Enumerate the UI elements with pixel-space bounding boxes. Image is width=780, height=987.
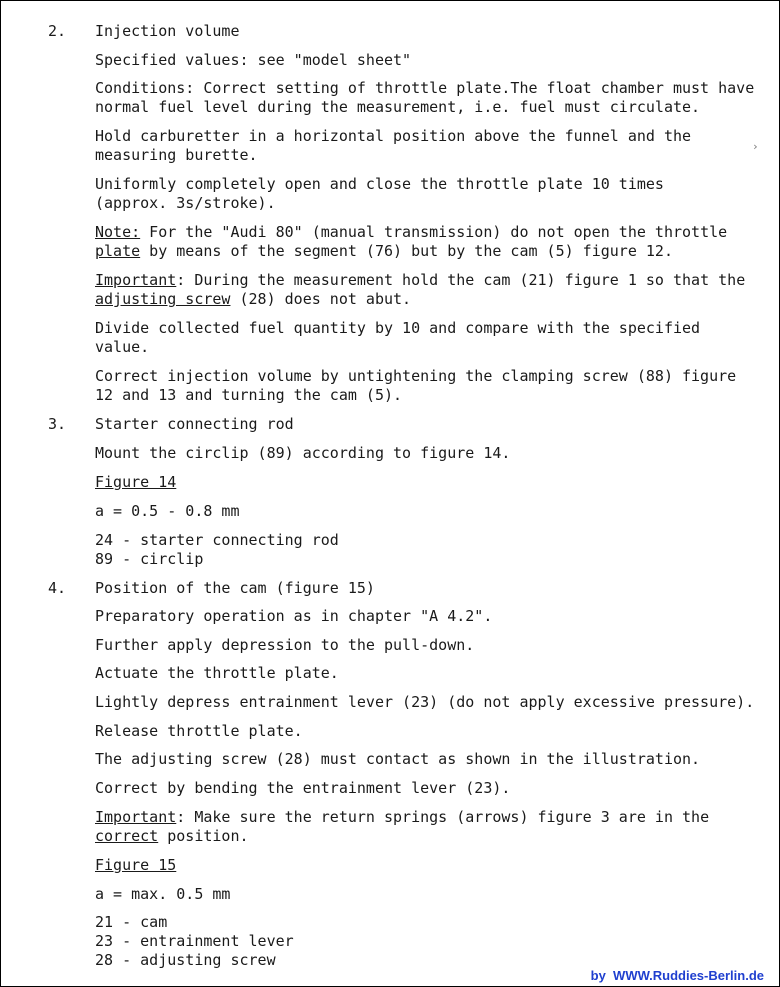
hold-carburetter-line-2: measuring burette. [95,146,258,164]
figure-14-legend-89: 89 - circlip [95,550,204,568]
actuate-text: Actuate the throttle plate. [95,664,339,682]
note-line-1 [95,223,727,242]
section-4-title: Position of the cam (figure 15) [95,579,375,597]
section-2-number: 2. [48,22,67,40]
depression-text: Further apply depression to the pull-down. [95,636,475,654]
important-label: Important [95,271,177,289]
section-2-title: Injection volume [95,22,240,40]
figure-15-dimension: a = max. 0.5 mm [95,885,231,903]
figure-14-label: Figure 14 [95,473,177,491]
section-3-title: Starter connecting rod [95,415,294,433]
important-4-text-2: position. [158,827,249,845]
section-3-number: 3. [48,415,67,433]
uniformly-line-1: Uniformly completely open and close the throttle plate 10 times [95,175,664,193]
correct-injection-line-1: Correct injection volume by untightening the clamping screw (88) figure [95,367,737,385]
figure-15-label: Figure 15 [95,856,177,874]
lightly-depress-text: Lightly depress entrainment lever (23) (do not apply excessive pressure). [95,693,755,711]
website-credit-link[interactable]: by WWW.Ruddies-Berlin.de [590,968,764,983]
correct-injection-line-2: 12 and 13 and turning the cam (5). [95,386,403,404]
important-adjusting-underlined: adjusting screw [95,290,231,308]
release-text: Release throttle plate. [95,722,303,740]
note-line-2 [95,242,673,261]
important-line-2 [95,290,411,309]
important-4-line-1 [95,808,709,827]
uniformly-line-2: (approx. 3s/stroke). [95,194,276,212]
correct-bending-text: Correct by bending the entrainment lever (23). [95,779,511,797]
figure-15-legend-21: 21 - cam [95,913,168,931]
important-4-text-1: : Make sure the return springs (arrows) figure 3 are in the [176,808,710,826]
figure-14-legend-24: 24 - starter connecting rod [95,531,339,549]
important-text-2: (28) does not abut. [230,290,412,308]
conditions-line-2: normal fuel level during the measurement, i.e. fuel must circulate. [95,98,701,116]
adjusting-screw-text: The adjusting screw (28) must contact as shown in the illustration. [95,750,701,768]
figure-15-legend-28: 28 - adjusting screw [95,951,276,969]
important-text-1: : During the measurement hold the cam (21) figure 1 so that the [176,271,746,289]
note-text-2: by means of the segment (76) but by the cam (5) figure 12. [140,242,673,260]
mount-circlip-text: Mount the circlip (89) according to figure 14. [95,444,511,462]
important-4-label: Important [95,808,177,826]
important-line-1 [95,271,745,290]
divide-line-2: value. [95,338,150,356]
conditions-line-1: Conditions: Correct setting of throttle plate.The float chamber must have [95,79,755,97]
preparatory-text: Preparatory operation as in chapter "A 4.2". [95,607,493,625]
hold-carburetter-line-1: Hold carburetter in a horizontal position above the funnel and the [95,127,692,145]
divide-line-1: Divide collected fuel quantity by 10 and compare with the specified [95,319,701,337]
section-4-number: 4. [48,579,67,597]
note-plate-underlined: plate [95,242,141,260]
important-4-correct-underlined: correct [95,827,159,845]
note-text-1: For the "Audi 80" (manual transmission) do not open the throttle [140,223,728,241]
figure-14-dimension: a = 0.5 - 0.8 mm [95,502,240,520]
figure-15-legend-23: 23 - entrainment lever [95,932,294,950]
note-label: Note: [95,223,141,241]
specified-values-text: Specified values: see "model sheet" [95,51,412,69]
important-4-line-2 [95,827,249,846]
scan-speck-mark: › [752,140,759,153]
